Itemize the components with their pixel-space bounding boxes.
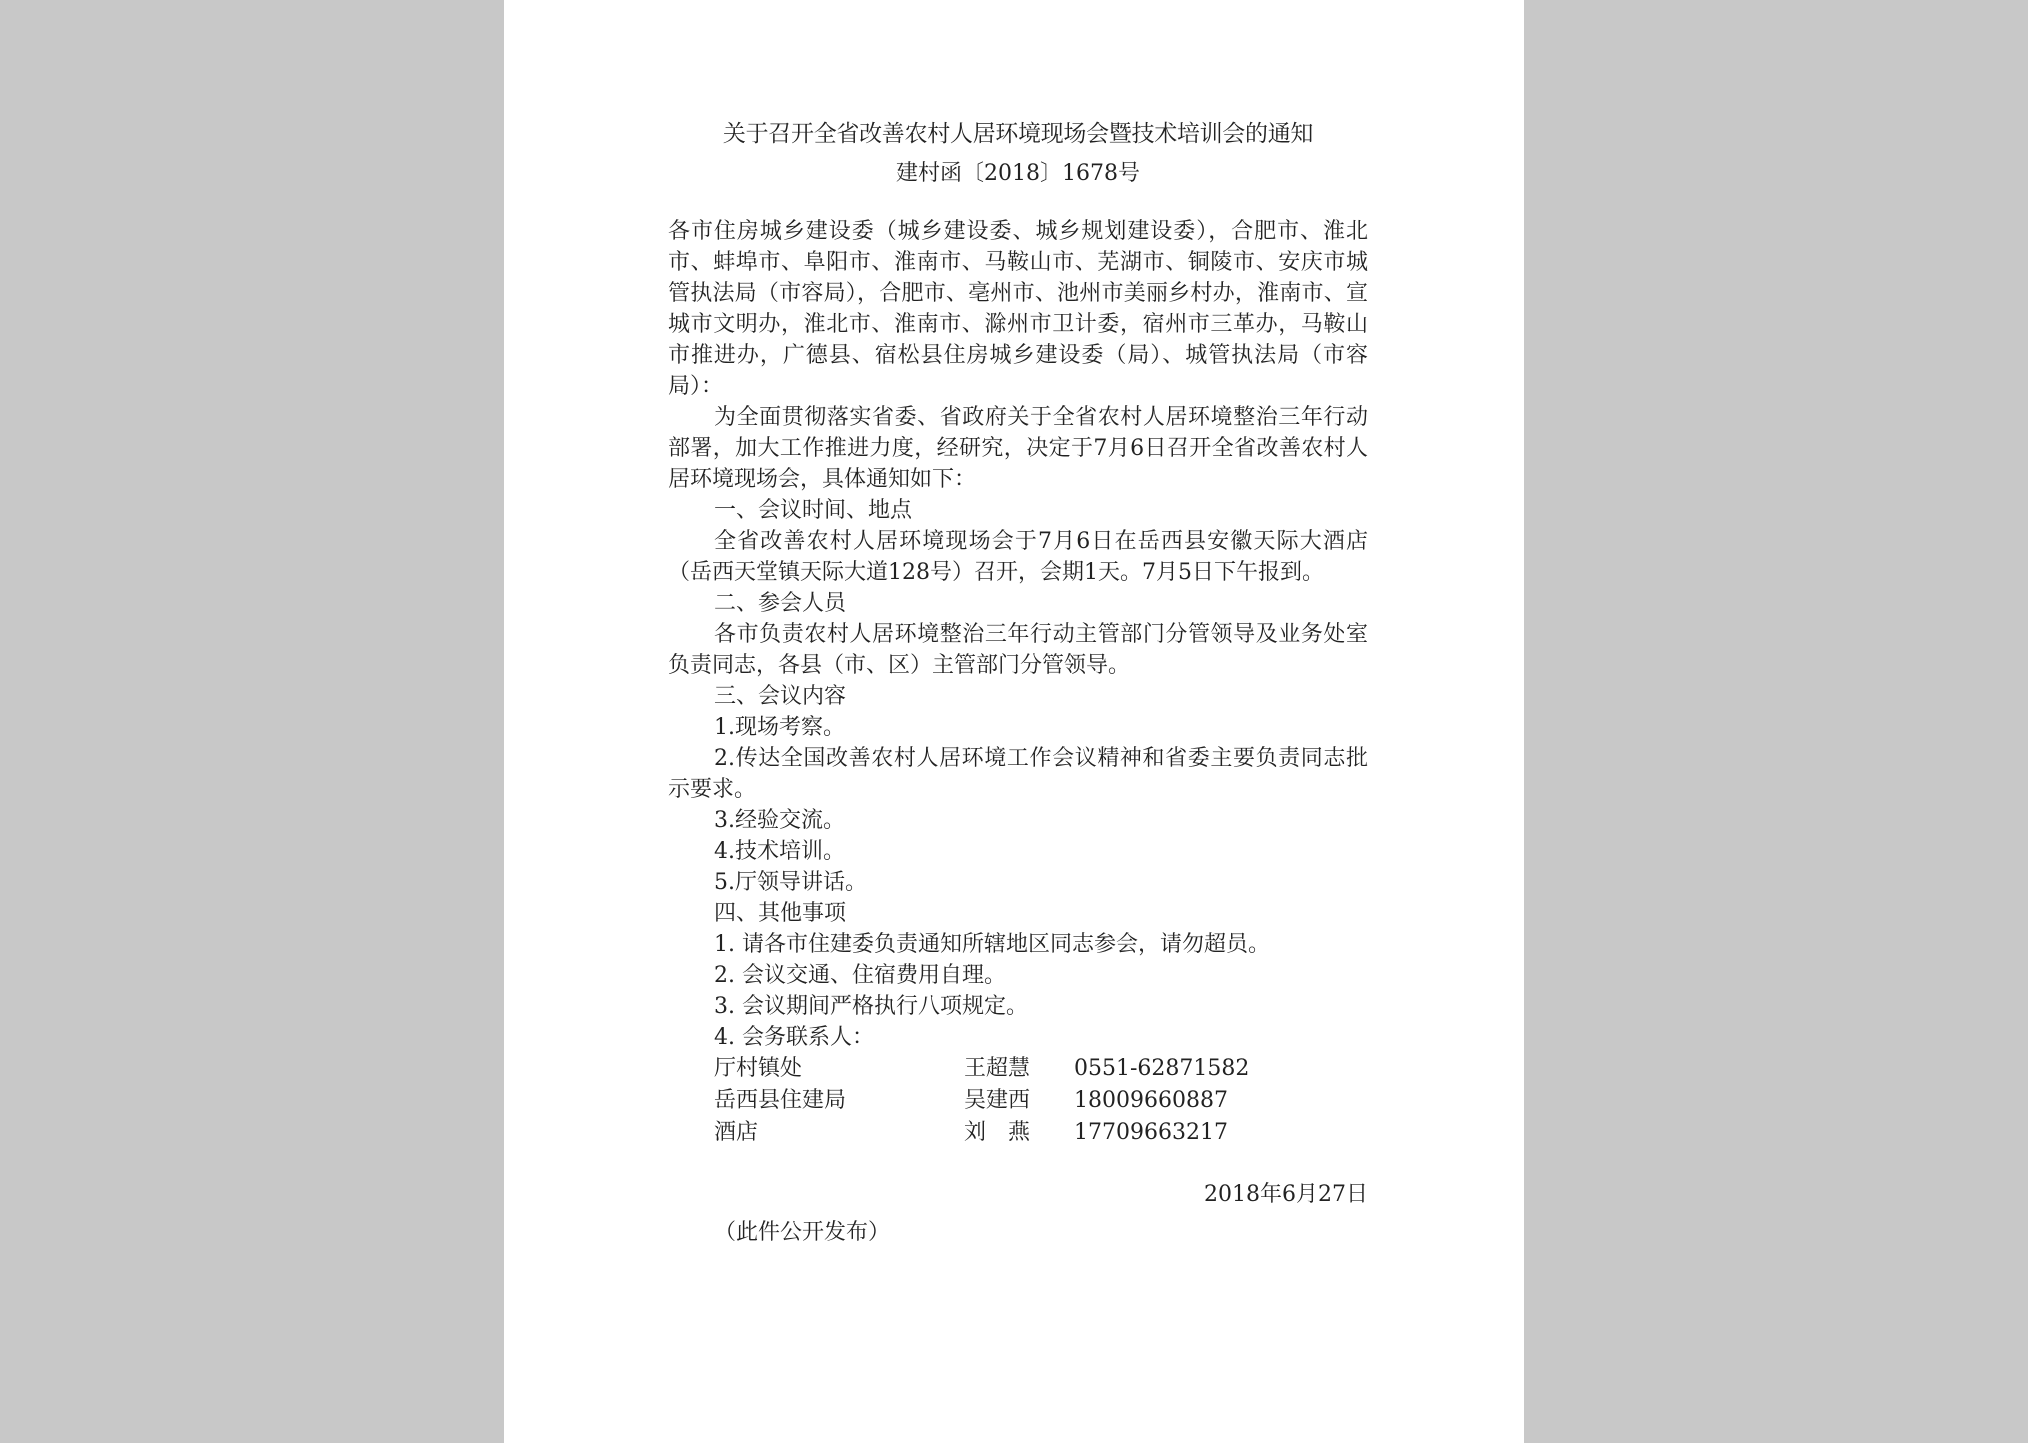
list-item: 1. 请各市住建委负责通知所辖地区同志参会，请勿超员。 [714, 932, 1270, 957]
contact-phone: 17709663217 [1074, 1120, 1228, 1145]
list-item: 2. 会议交通、住宿费用自理。 [714, 963, 1006, 988]
list-item: 4.技术培训。 [714, 839, 845, 864]
public-release-note: （此件公开发布） [714, 1220, 891, 1245]
list-item: 3.经验交流。 [714, 808, 845, 833]
document-number: 建村函〔2018〕1678号 [896, 161, 1140, 186]
list-item: 1.现场考察。 [714, 715, 845, 740]
issue-date: 2018年6月27日 [1204, 1182, 1368, 1207]
section-heading: 四、其他事项 [714, 901, 847, 926]
contact-unit: 厅村镇处 [714, 1056, 803, 1081]
contact-name: 刘 燕 [964, 1120, 1031, 1145]
page-content [668, 118, 1368, 1249]
contact-phone: 0551-62871582 [1074, 1056, 1250, 1081]
contact-phone: 18009660887 [1074, 1088, 1228, 1113]
section-heading: 二、参会人员 [714, 591, 847, 616]
list-item: 4. 会务联系人： [714, 1025, 874, 1050]
section-paragraph: 各市负责农村人居环境整治三年行动主管部门分管领导及业务处室负责同志，各县（市、区）主管部门分管领导。 [668, 622, 1368, 678]
addressees: 各市住房城乡建设委（城乡建设委、城乡规划建设委），合肥市、淮北市、蚌埠市、阜阳市、淮南市、马鞍山市、芜湖市、铜陵市、安庆市城管执法局（市容局），合肥市、亳州市、池州市美丽乡村办，淮南市、宣城市文明办，淮北市、淮南市、滁州市卫计委，宿州市三革办，马鞍山市推进办，广德县、宿松县住房城乡建设委（局）、城管执法局（市容局）： [668, 219, 1368, 399]
document-page [504, 0, 1524, 1443]
document-title: 关于召开全省改善农村人居环境现场会暨技术培训会的通知 [722, 121, 1314, 147]
intro-paragraph: 为全面贯彻落实省委、省政府关于全省农村人居环境整治三年行动部署，加大工作推进力度，经研究，决定于7月6日召开全省改善农村人居环境现场会，具体通知如下： [668, 405, 1368, 492]
list-item: 5.厅领导讲话。 [714, 870, 867, 895]
section-heading: 三、会议内容 [714, 684, 847, 709]
contact-name: 王超慧 [964, 1056, 1031, 1081]
section-heading: 一、会议时间、地点 [714, 498, 913, 523]
contact-row [714, 1117, 1368, 1149]
contact-row [714, 1085, 1368, 1117]
section-paragraph: 全省改善农村人居环境现场会于7月6日在岳西县安徽天际大酒店（岳西天堂镇天际大道128号）召开，会期1天。7月5日下午报到。 [668, 529, 1368, 585]
list-item: 2.传达全国改善农村人居环境工作会议精神和省委主要负责同志批示要求。 [668, 746, 1368, 802]
contact-unit: 岳西县住建局 [714, 1088, 847, 1113]
contact-unit: 酒店 [714, 1120, 759, 1145]
contact-table [714, 1053, 1368, 1149]
list-item: 3. 会议期间严格执行八项规定。 [714, 994, 1028, 1019]
contact-row [714, 1053, 1368, 1085]
contact-name: 吴建西 [964, 1088, 1031, 1113]
document-body [668, 216, 1368, 1249]
